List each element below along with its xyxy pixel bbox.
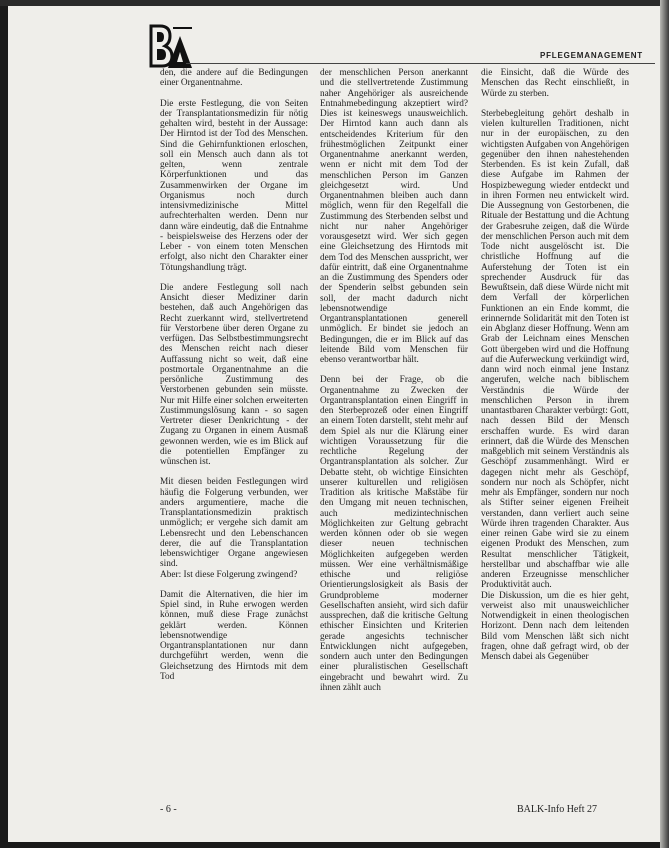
section-title: PFLEGEMANAGEMENT [539, 51, 643, 60]
paragraph: der menschlichen Person anerkannt und die stellvertretende Zustimmung naher Angehöriger als ausreichende Entnahmebedingung akzeptiert wird? Dies ist keineswegs unausweichlich. Der Hirntod kann auch dann als entscheidendes Kriterium für den frühestmöglichen Zeitpunkt einer Organentnahme anerkannt werden, wenn er nicht mit dem Tod der menschlichen Person im Ganzen gleichgesetzt wird. Und Organentnahmen bleiben auch dann möglich, wenn für den Regelfall die Zustimmung des Sterbenden selbst und nicht nur naher Angehöriger vorausgesetzt wird. Wer sich gegen eine Gleichsetzung des Hirntods mit dem Tod des Menschen ausspricht, wer dafür eintritt, daß eine Organentnahme an die Zustimmung des Spenders oder der Spenderin selbst gebunden sein soll, der macht dadurch nicht lebensnotwendige Organtransplantationen generell unmöglich. Er bindet sie jedoch an Bedingungen, die er im Blick auf das leitende Bild vom Menschen für ebenso verantwortbar hält. [320, 68, 468, 365]
issue-label: BALK-Info Heft 27 [517, 804, 597, 815]
paragraph: Mit diesen beiden Festlegungen wird häufig die Folgerung verbunden, wer anders argumentiere, mache die Transplantationsmedizin praktisch unmöglich; er vergehe sich damit am Lebensrecht und den Lebenschancen derer, die auf die Transplantation lebenswichtiger Organe angewiesen sind. Aber: Ist diese Folgerung zwingend? [160, 477, 308, 580]
paragraph: den, die andere auf die Bedingungen einer Organentnahme. [160, 68, 308, 89]
paragraph: Damit die Alternativen, die hier im Spiel sind, in Ruhe erwogen werden können, muß diese Frage zunächst geklärt werden. Können lebensnotwendige Organtransplantationen nur dann durchgeführt werden, wenn die Gleichsetzung des Hirntods mit dem Tod [160, 589, 308, 682]
paragraph: Die andere Festlegung soll nach Ansicht dieser Mediziner darin bestehen, daß auch Angehörigen das Recht zuerkannt wird, stellvertretend für Verstorbene über deren Organe zu verfügen. Das Selbstbestimmungsrecht des Menschen reicht nach dieser Auffassung nicht so weit, daß eine postmortale Organentnahme an die persönliche Zustimmung des Verstorbenen gebunden sein müsste. Nur mit Hilfe einer solchen erweiterten Zustimmungslösung kann - so sagen Vertreter dieser Denkrichtung - der Zugang zu Organen in einem Ausmaß gewonnen werden, wie es im Blick auf die potentiellen Empfänger zu wünschen ist. [160, 282, 308, 467]
paragraph: Die erste Festlegung, die von Seiten der Transplantationsmedizin für nötig gehalten wird, besteht in der Aussage: Der Hirntod ist der Tod des Menschen. Sind die Gehirnfunktionen erloschen, soll ein Mensch auch dann als tot gelten, wenn zentrale Körperfunktionen und das Zusammenwirken der Organe im Organismus noch durch intensivmedizinische Mittel aufrechterhalten werden. Denn nur dann wäre eindeutig, daß die Entnahme - beispielsweise des Herzens oder der Leber - von einem toten Menschen erfolgt, also nicht den Charakter einer Tötungshandlung trägt. [160, 98, 308, 273]
scan-border-right [660, 0, 669, 848]
header-rule [186, 63, 655, 64]
text-column-3 [481, 68, 629, 672]
paragraph: die Einsicht, daß die Würde des Menschen das Recht einschließt, in Würde zu sterben. [481, 68, 629, 99]
paragraph: Sterbebegleitung gehört deshalb in vielen kulturellen Traditionen, nicht nur in der europäischen, zu den wichtigsten Aufgaben von Angehörigen gegenüber den ihnen nahestehenden Sterbenden. Es ist kein Zufall, daß diese Aufgabe im Rahmen der Hospizbewegung wieder entdeckt und in ihren Formen neu entwickelt wird. Die Aussegnung von Gestorbenen, die Rituale der Bestattung und die Achtung der Grabesruhe zeigen, daß die Würde der menschlichen Person auch mit dem Tode nicht ausgelöscht ist. Die christliche Hoffnung auf die Auferstehung der Toten ist ein sprechender Ausdruck für das Bewußtsein, daß diese Würde nicht mit dem Verfall der körperlichen Funktionen an ein Ende kommt, die erinnernde Solidarität mit den Toten ist ein Abglanz dieser Hoffnung. Wenn am Grab der Leichnam eines Menschen Gott übergeben wird und die Hoffnung auf die Auferweckung verkündigt wird, dann wird noch einmal jene Instanz angerufen, welche nach biblischem Verständnis die Würde der menschlichen Person in ihrem unantastbaren Charakter verbürgt: Gott, nach dessen Bild der Mensch erschaffen wurde. Es wird daran erinnert, daß die Würde des Menschen maßgeblich mit seinem Verständnis als Geschöpf zusammenhängt. Wird er dagegen nicht mehr als Geschöpf, sondern nur noch als Schöpfer, nicht mehr als Empfänger, sondern nur noch als Stifter seiner eigenen Freiheit verstanden, dann verliert auch seine Würde ihren tragenden Charakter. Aus einer reinen Gabe wird sie zu einem eigenen Produkt des Menschen, zum Resultat menschlicher Tätigkeit, herstellbar und abschaffbar wie alle anderen Erzeugnisse menschlicher Produktivität auch. Die Diskussion, um die es hier geht, verweist also mit unausweichlicher Notwendigkeit in einen theologischen Horizont. Denn nach dem leitenden Bild vom Menschen läßt sich nicht fragen, ohne daß gefragt wird, ob der Mensch dabei als Gegenüber [481, 108, 630, 662]
text-column-1 [160, 68, 308, 692]
text-column-2 [320, 68, 468, 703]
page-number: - 6 - [160, 804, 177, 815]
paragraph: Denn bei der Frage, ob die Organentnahme zu Zwecken der Organtransplantation einen Eingriff in den Sterbeprozeß oder einen Eingriff an einem Toten darstellt, steht mehr auf dem Spiel als nur die Klärung einer wichtigen Voraussetzung für die rechtliche Regelung der Organtransplantation als solcher. Zur Debatte steht, ob wichtige Einsichten unserer kulturellen und religiösen Tradition als kritische Maßstäbe für den Umgang mit neuen technischen, auch medizintechnischen Möglichkeiten zur Geltung gebracht werden können oder ob sie wegen dieser neuen technischen Möglichkeiten aufgegeben werden müssen. Wer eine verhältnismäßige ethische und religiöse Orientierungslosigkeit als Basis der Grundprobleme moderner Gesellschaften ansieht, wird sich dafür aussprechen, daß die kritische Geltung ethischer Einsichten und Kriterien gerade angesichts technischer Entwicklungen nicht aufgegeben, sondern auch unter den Bedingungen einer pluralistischen Gesellschaft eingebracht und bewahrt wird. Zu ihnen zählt auch [320, 375, 468, 693]
